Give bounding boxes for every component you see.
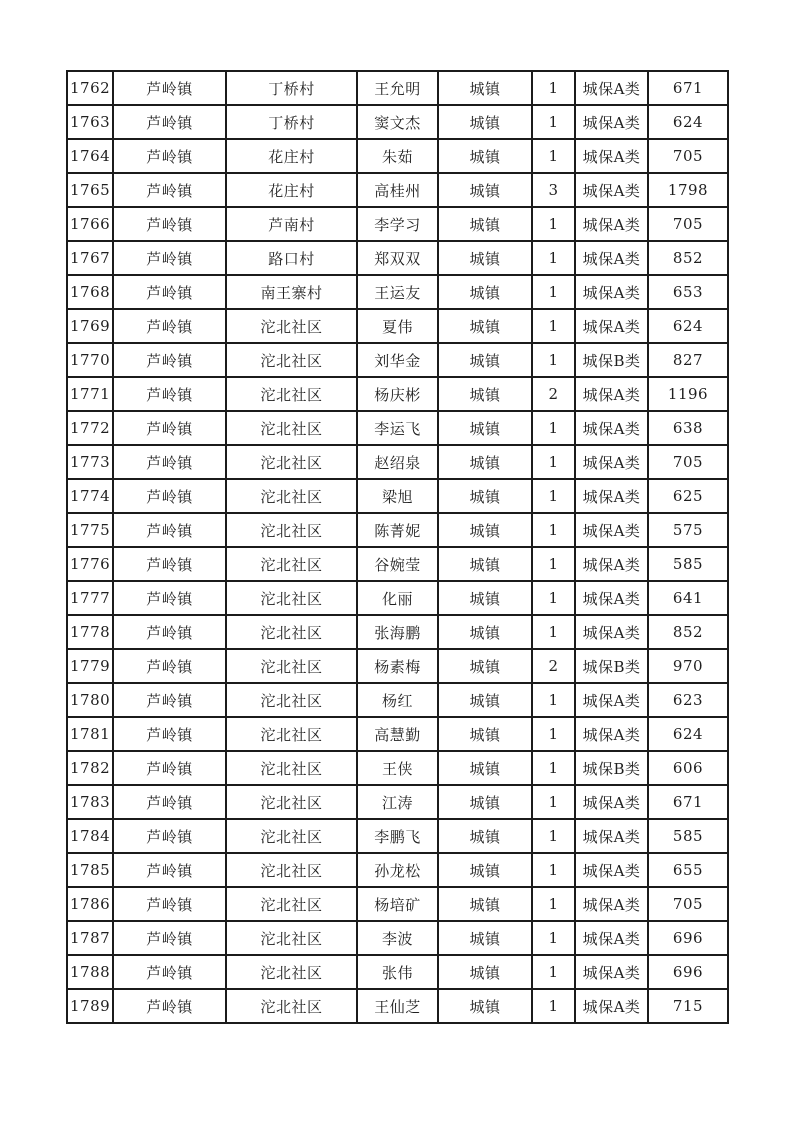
serial-number-cell: 1762 [67, 71, 113, 105]
town-cell: 芦岭镇 [113, 581, 226, 615]
person-name-cell: 化丽 [357, 581, 438, 615]
person-name-cell: 赵绍泉 [357, 445, 438, 479]
serial-number-cell: 1771 [67, 377, 113, 411]
person-name-cell: 郑双双 [357, 241, 438, 275]
person-count-cell: 1 [532, 343, 575, 377]
village-cell: 花庄村 [226, 139, 357, 173]
residence-type-cell: 城镇 [438, 615, 532, 649]
amount-cell: 705 [648, 207, 728, 241]
assistance-category-cell: 城保A类 [575, 377, 648, 411]
person-name-cell: 李鹏飞 [357, 819, 438, 853]
town-cell: 芦岭镇 [113, 751, 226, 785]
person-name-cell: 谷婉莹 [357, 547, 438, 581]
assistance-category-cell: 城保A类 [575, 105, 648, 139]
village-cell: 沱北社区 [226, 411, 357, 445]
assistance-category-cell: 城保A类 [575, 513, 648, 547]
town-cell: 芦岭镇 [113, 71, 226, 105]
residence-type-cell: 城镇 [438, 989, 532, 1023]
assistance-category-cell: 城保A类 [575, 785, 648, 819]
serial-number-cell: 1763 [67, 105, 113, 139]
table-row [67, 377, 728, 411]
town-cell: 芦岭镇 [113, 853, 226, 887]
person-name-cell: 朱茹 [357, 139, 438, 173]
village-cell: 花庄村 [226, 173, 357, 207]
serial-number-cell: 1789 [67, 989, 113, 1023]
table-row [67, 105, 728, 139]
serial-number-cell: 1767 [67, 241, 113, 275]
serial-number-cell: 1781 [67, 717, 113, 751]
amount-cell: 638 [648, 411, 728, 445]
amount-cell: 696 [648, 955, 728, 989]
person-name-cell: 刘华金 [357, 343, 438, 377]
table-row [67, 309, 728, 343]
person-count-cell: 1 [532, 207, 575, 241]
serial-number-cell: 1764 [67, 139, 113, 173]
person-count-cell: 1 [532, 887, 575, 921]
residence-type-cell: 城镇 [438, 683, 532, 717]
person-name-cell: 孙龙松 [357, 853, 438, 887]
residence-type-cell: 城镇 [438, 513, 532, 547]
serial-number-cell: 1786 [67, 887, 113, 921]
residence-type-cell: 城镇 [438, 377, 532, 411]
person-name-cell: 张海鹏 [357, 615, 438, 649]
amount-cell: 671 [648, 785, 728, 819]
table-row [67, 989, 728, 1023]
residence-type-cell: 城镇 [438, 717, 532, 751]
assistance-category-cell: 城保A类 [575, 989, 648, 1023]
person-name-cell: 张伟 [357, 955, 438, 989]
serial-number-cell: 1765 [67, 173, 113, 207]
welfare-roster-table [66, 70, 729, 1024]
table-row [67, 785, 728, 819]
amount-cell: 624 [648, 309, 728, 343]
residence-type-cell: 城镇 [438, 445, 532, 479]
person-count-cell: 1 [532, 751, 575, 785]
person-count-cell: 1 [532, 71, 575, 105]
serial-number-cell: 1777 [67, 581, 113, 615]
amount-cell: 655 [648, 853, 728, 887]
person-count-cell: 1 [532, 479, 575, 513]
table-row [67, 71, 728, 105]
assistance-category-cell: 城保A类 [575, 71, 648, 105]
serial-number-cell: 1783 [67, 785, 113, 819]
village-cell: 沱北社区 [226, 615, 357, 649]
serial-number-cell: 1772 [67, 411, 113, 445]
amount-cell: 1798 [648, 173, 728, 207]
serial-number-cell: 1770 [67, 343, 113, 377]
assistance-category-cell: 城保A类 [575, 887, 648, 921]
person-count-cell: 1 [532, 785, 575, 819]
village-cell: 芦南村 [226, 207, 357, 241]
residence-type-cell: 城镇 [438, 819, 532, 853]
person-count-cell: 1 [532, 819, 575, 853]
amount-cell: 852 [648, 615, 728, 649]
residence-type-cell: 城镇 [438, 649, 532, 683]
amount-cell: 623 [648, 683, 728, 717]
person-name-cell: 陈菁妮 [357, 513, 438, 547]
person-count-cell: 1 [532, 105, 575, 139]
village-cell: 沱北社区 [226, 989, 357, 1023]
person-count-cell: 1 [532, 547, 575, 581]
village-cell: 南王寨村 [226, 275, 357, 309]
town-cell: 芦岭镇 [113, 411, 226, 445]
table-row [67, 751, 728, 785]
assistance-category-cell: 城保A类 [575, 139, 648, 173]
serial-number-cell: 1775 [67, 513, 113, 547]
town-cell: 芦岭镇 [113, 989, 226, 1023]
residence-type-cell: 城镇 [438, 547, 532, 581]
residence-type-cell: 城镇 [438, 887, 532, 921]
serial-number-cell: 1776 [67, 547, 113, 581]
serial-number-cell: 1769 [67, 309, 113, 343]
person-name-cell: 杨红 [357, 683, 438, 717]
town-cell: 芦岭镇 [113, 887, 226, 921]
assistance-category-cell: 城保A类 [575, 309, 648, 343]
residence-type-cell: 城镇 [438, 853, 532, 887]
table-row [67, 853, 728, 887]
town-cell: 芦岭镇 [113, 173, 226, 207]
person-count-cell: 1 [532, 853, 575, 887]
assistance-category-cell: 城保A类 [575, 615, 648, 649]
residence-type-cell: 城镇 [438, 751, 532, 785]
amount-cell: 625 [648, 479, 728, 513]
person-name-cell: 夏伟 [357, 309, 438, 343]
table-row [67, 513, 728, 547]
serial-number-cell: 1782 [67, 751, 113, 785]
village-cell: 沱北社区 [226, 343, 357, 377]
person-name-cell: 李波 [357, 921, 438, 955]
village-cell: 沱北社区 [226, 513, 357, 547]
person-count-cell: 1 [532, 411, 575, 445]
serial-number-cell: 1788 [67, 955, 113, 989]
village-cell: 沱北社区 [226, 887, 357, 921]
assistance-category-cell: 城保A类 [575, 445, 648, 479]
person-name-cell: 杨素梅 [357, 649, 438, 683]
table-row [67, 649, 728, 683]
amount-cell: 606 [648, 751, 728, 785]
amount-cell: 575 [648, 513, 728, 547]
person-count-cell: 3 [532, 173, 575, 207]
town-cell: 芦岭镇 [113, 241, 226, 275]
assistance-category-cell: 城保A类 [575, 173, 648, 207]
person-name-cell: 王仙芝 [357, 989, 438, 1023]
person-count-cell: 1 [532, 989, 575, 1023]
table-body [67, 71, 728, 1023]
serial-number-cell: 1778 [67, 615, 113, 649]
person-count-cell: 1 [532, 581, 575, 615]
person-count-cell: 2 [532, 649, 575, 683]
person-name-cell: 江涛 [357, 785, 438, 819]
person-count-cell: 1 [532, 309, 575, 343]
person-name-cell: 杨庆彬 [357, 377, 438, 411]
village-cell: 沱北社区 [226, 581, 357, 615]
person-count-cell: 2 [532, 377, 575, 411]
table-row [67, 139, 728, 173]
table-row [67, 411, 728, 445]
town-cell: 芦岭镇 [113, 479, 226, 513]
table-row [67, 479, 728, 513]
person-count-cell: 1 [532, 683, 575, 717]
town-cell: 芦岭镇 [113, 105, 226, 139]
amount-cell: 1196 [648, 377, 728, 411]
town-cell: 芦岭镇 [113, 819, 226, 853]
village-cell: 沱北社区 [226, 377, 357, 411]
village-cell: 丁桥村 [226, 105, 357, 139]
person-count-cell: 1 [532, 513, 575, 547]
residence-type-cell: 城镇 [438, 275, 532, 309]
assistance-category-cell: 城保B类 [575, 649, 648, 683]
town-cell: 芦岭镇 [113, 615, 226, 649]
residence-type-cell: 城镇 [438, 139, 532, 173]
amount-cell: 624 [648, 105, 728, 139]
residence-type-cell: 城镇 [438, 343, 532, 377]
residence-type-cell: 城镇 [438, 105, 532, 139]
assistance-category-cell: 城保A类 [575, 411, 648, 445]
table-row [67, 241, 728, 275]
serial-number-cell: 1774 [67, 479, 113, 513]
person-name-cell: 杨培矿 [357, 887, 438, 921]
amount-cell: 705 [648, 887, 728, 921]
assistance-category-cell: 城保A类 [575, 955, 648, 989]
person-name-cell: 李学习 [357, 207, 438, 241]
serial-number-cell: 1785 [67, 853, 113, 887]
village-cell: 沱北社区 [226, 479, 357, 513]
residence-type-cell: 城镇 [438, 581, 532, 615]
town-cell: 芦岭镇 [113, 445, 226, 479]
table-row [67, 581, 728, 615]
residence-type-cell: 城镇 [438, 207, 532, 241]
assistance-category-cell: 城保A类 [575, 275, 648, 309]
residence-type-cell: 城镇 [438, 479, 532, 513]
assistance-category-cell: 城保B类 [575, 751, 648, 785]
village-cell: 丁桥村 [226, 71, 357, 105]
table-row [67, 615, 728, 649]
table-row [67, 683, 728, 717]
amount-cell: 852 [648, 241, 728, 275]
village-cell: 沱北社区 [226, 921, 357, 955]
serial-number-cell: 1779 [67, 649, 113, 683]
village-cell: 沱北社区 [226, 751, 357, 785]
amount-cell: 585 [648, 819, 728, 853]
assistance-category-cell: 城保A类 [575, 683, 648, 717]
village-cell: 沱北社区 [226, 819, 357, 853]
table-row [67, 275, 728, 309]
person-count-cell: 1 [532, 139, 575, 173]
amount-cell: 653 [648, 275, 728, 309]
amount-cell: 624 [648, 717, 728, 751]
residence-type-cell: 城镇 [438, 411, 532, 445]
village-cell: 沱北社区 [226, 309, 357, 343]
village-cell: 路口村 [226, 241, 357, 275]
person-name-cell: 王允明 [357, 71, 438, 105]
village-cell: 沱北社区 [226, 717, 357, 751]
person-count-cell: 1 [532, 241, 575, 275]
amount-cell: 827 [648, 343, 728, 377]
assistance-category-cell: 城保A类 [575, 819, 648, 853]
amount-cell: 696 [648, 921, 728, 955]
table-row [67, 547, 728, 581]
village-cell: 沱北社区 [226, 683, 357, 717]
table-row [67, 343, 728, 377]
town-cell: 芦岭镇 [113, 785, 226, 819]
amount-cell: 715 [648, 989, 728, 1023]
town-cell: 芦岭镇 [113, 717, 226, 751]
assistance-category-cell: 城保A类 [575, 581, 648, 615]
village-cell: 沱北社区 [226, 649, 357, 683]
town-cell: 芦岭镇 [113, 955, 226, 989]
town-cell: 芦岭镇 [113, 649, 226, 683]
amount-cell: 705 [648, 139, 728, 173]
town-cell: 芦岭镇 [113, 207, 226, 241]
table-row [67, 819, 728, 853]
assistance-category-cell: 城保A类 [575, 479, 648, 513]
person-count-cell: 1 [532, 921, 575, 955]
residence-type-cell: 城镇 [438, 309, 532, 343]
amount-cell: 671 [648, 71, 728, 105]
assistance-category-cell: 城保A类 [575, 717, 648, 751]
person-name-cell: 高慧勤 [357, 717, 438, 751]
assistance-category-cell: 城保A类 [575, 241, 648, 275]
person-count-cell: 1 [532, 275, 575, 309]
town-cell: 芦岭镇 [113, 275, 226, 309]
person-count-cell: 1 [532, 445, 575, 479]
serial-number-cell: 1773 [67, 445, 113, 479]
table-row [67, 921, 728, 955]
serial-number-cell: 1787 [67, 921, 113, 955]
table-row [67, 207, 728, 241]
residence-type-cell: 城镇 [438, 241, 532, 275]
serial-number-cell: 1766 [67, 207, 113, 241]
serial-number-cell: 1784 [67, 819, 113, 853]
person-name-cell: 高桂州 [357, 173, 438, 207]
person-count-cell: 1 [532, 615, 575, 649]
assistance-category-cell: 城保A类 [575, 921, 648, 955]
assistance-category-cell: 城保A类 [575, 547, 648, 581]
residence-type-cell: 城镇 [438, 921, 532, 955]
village-cell: 沱北社区 [226, 853, 357, 887]
village-cell: 沱北社区 [226, 785, 357, 819]
table-row [67, 445, 728, 479]
person-count-cell: 1 [532, 717, 575, 751]
residence-type-cell: 城镇 [438, 785, 532, 819]
table-row [67, 717, 728, 751]
village-cell: 沱北社区 [226, 445, 357, 479]
table-row [67, 955, 728, 989]
person-count-cell: 1 [532, 955, 575, 989]
town-cell: 芦岭镇 [113, 683, 226, 717]
town-cell: 芦岭镇 [113, 513, 226, 547]
residence-type-cell: 城镇 [438, 173, 532, 207]
person-name-cell: 梁旭 [357, 479, 438, 513]
serial-number-cell: 1780 [67, 683, 113, 717]
town-cell: 芦岭镇 [113, 139, 226, 173]
person-name-cell: 李运飞 [357, 411, 438, 445]
town-cell: 芦岭镇 [113, 547, 226, 581]
town-cell: 芦岭镇 [113, 343, 226, 377]
amount-cell: 641 [648, 581, 728, 615]
person-name-cell: 王侠 [357, 751, 438, 785]
serial-number-cell: 1768 [67, 275, 113, 309]
residence-type-cell: 城镇 [438, 955, 532, 989]
amount-cell: 705 [648, 445, 728, 479]
person-name-cell: 王运友 [357, 275, 438, 309]
assistance-category-cell: 城保A类 [575, 853, 648, 887]
assistance-category-cell: 城保B类 [575, 343, 648, 377]
town-cell: 芦岭镇 [113, 309, 226, 343]
town-cell: 芦岭镇 [113, 921, 226, 955]
amount-cell: 585 [648, 547, 728, 581]
assistance-category-cell: 城保A类 [575, 207, 648, 241]
village-cell: 沱北社区 [226, 547, 357, 581]
person-name-cell: 窦文杰 [357, 105, 438, 139]
table-row [67, 173, 728, 207]
town-cell: 芦岭镇 [113, 377, 226, 411]
village-cell: 沱北社区 [226, 955, 357, 989]
residence-type-cell: 城镇 [438, 71, 532, 105]
table-row [67, 887, 728, 921]
amount-cell: 970 [648, 649, 728, 683]
